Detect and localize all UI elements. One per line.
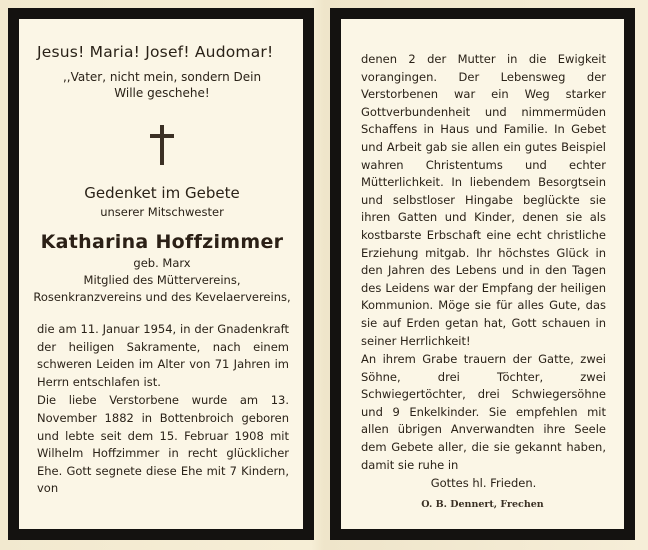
biography-paragraph-2: Die liebe Verstorbene wurde am 13. November 1882 in Bottenbroich geboren und lebte seit dem 15. Februar 1908 mit Wilhelm Hoffzimmer in recht glücklicher Ehe. Gott segnete diese Ehe mit 7 Kindern, von (37, 393, 289, 496)
left-card-header (31, 41, 293, 306)
bible-quote: ,,Vater, nicht mein, sondern Dein Wille geschehe! (62, 70, 262, 100)
remembrance-subheading: unserer Mitschwester (100, 205, 224, 219)
deceased-name: Katharina Hoffzimmer (40, 231, 284, 253)
biography-paragraph-1: die am 11. Januar 1954, in der Gnadenkraft der heiligen Sakramente, nach einem schweren Leiden im Alter von 71 Jahren im Herrn entschlafen ist. (37, 322, 289, 389)
cross-icon (149, 125, 175, 165)
left-card-panel (8, 8, 314, 540)
remembrance-heading: Gedenket im Gebete (84, 184, 240, 202)
right-card-text (361, 51, 606, 493)
birth-name: geb. Marx (133, 256, 191, 270)
right-card-panel (330, 8, 635, 540)
printer-imprint: O. B. Dennert, Frechen (421, 499, 544, 510)
closing-line: Gottes hl. Frieden. (430, 476, 537, 491)
mourners-paragraph: An ihrem Grabe trauern der Gatte, zwei Söhne, drei Töchter, zwei Schwiegertöchter, drei Schwiegersöhne und 9 Enkelkinder. Sie empfehlen mit allen übrigen Anverwandten ihre Seele dem Gebete aller, die sie gekannt haben, damit sie ruhe in (361, 352, 606, 472)
biography-section (37, 321, 289, 498)
invocation-text: Jesus! Maria! Josef! Audomar! (37, 43, 274, 61)
biography-paragraph-3: denen 2 der Mutter in die Ewigkeit vorangingen. Der Lebensweg der Verstorbenen war ein Weg starker Gottverbundenheit und nimmermüden Schaffens in Haus und Familie. In Gebet und Arbeit gab sie allen ein gutes Beispiel wahren Christentums und echter Mütterlichkeit. In liebendem Besorgtsein und selbstloser Hingabe beglückte sie ihren Gatten und Kinder, denen sie als kostbarste Erbschaft eine echt christliche Erziehung mitgab. Ihr höchstes Glück in den Jahren des Lebens und in den Tagen des Leidens war der Empfang der heiligen Kommunion. Möge sie für alles Gute, das sie auf Erden getan hat, Gott schauen in seiner Herrlichkeit! (361, 52, 606, 348)
membership-text: Mitglied des Müttervereins, Rosenkranzvereins und des Kevelaervereins, (33, 273, 291, 304)
